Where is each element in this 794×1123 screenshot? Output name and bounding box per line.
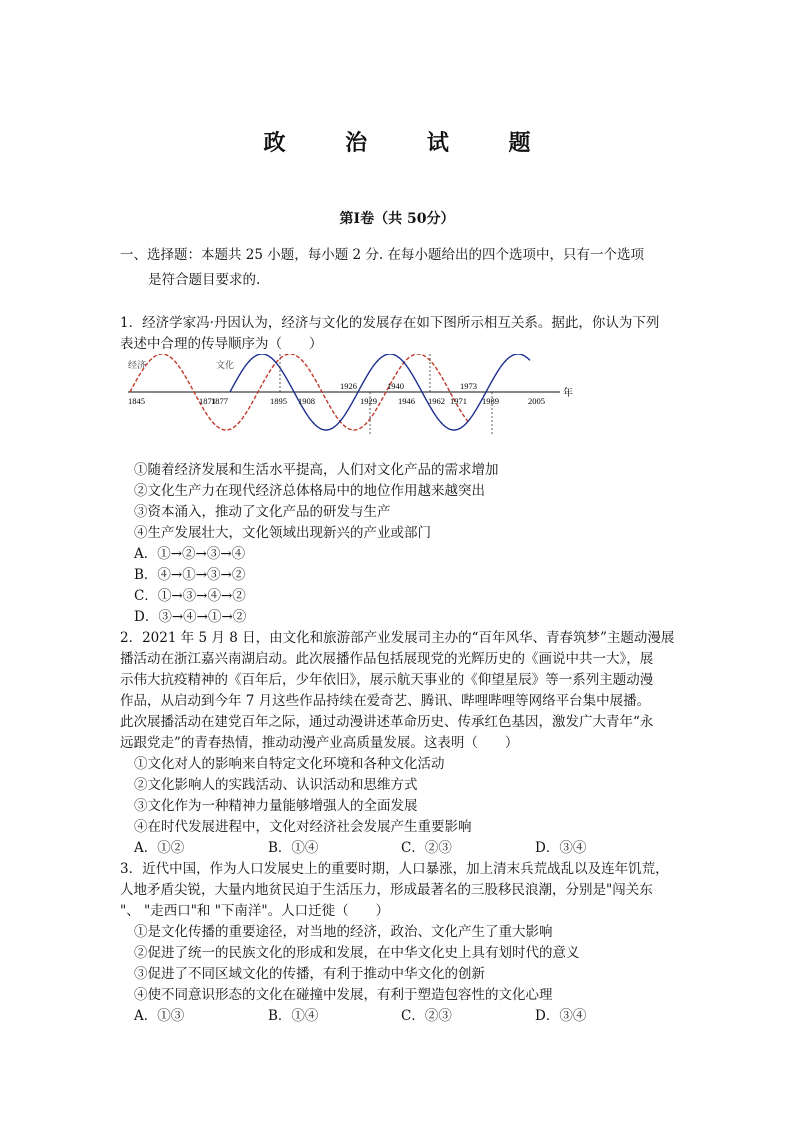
x-tick-label-above: 1926 <box>340 381 357 391</box>
q2-stem-2: 播活动在浙江嘉兴南湖启动。此次展播作品包括展现党的光辉历史的《画说中共一大》，展 <box>120 651 654 667</box>
x-tick-label-below: 1971 <box>450 396 467 406</box>
q2-stem-4: 作品，从启动到今年 7 月这些作品持续在爱奇艺、腾讯、哔哩哔哩等网络平台集中展播。 <box>120 693 651 709</box>
x-tick-label-below: 2005 <box>528 396 545 406</box>
q3-stem-3: "、 "走西口"和 "下南洋"。人口迁徙（ ） <box>120 903 390 919</box>
q2-option-b: B．①④ <box>268 840 319 856</box>
q3-option-b: B．①④ <box>268 1008 319 1024</box>
page-title: 政 治 试 题 <box>263 130 557 156</box>
x-axis-label: 年 <box>563 388 573 399</box>
x-tick-label-below: 1929 <box>360 396 377 406</box>
q2-statement-4: ④在时代发展进程中，文化对经济社会发展产生重要影响 <box>134 819 472 835</box>
q1-statement-1: ①随着经济发展和生活水平提高，人们对文化产品的需求增加 <box>134 462 499 478</box>
q1-stem-2: 表述中合理的传导顺序为（ ） <box>120 336 323 352</box>
x-tick-label-above: 1940 <box>387 381 404 391</box>
q1-statement-4: ④生产发展壮大，文化领域出现新兴的产业或部门 <box>134 525 431 541</box>
legend-culture-label: 文化 <box>216 360 235 370</box>
x-tick-label-below: 1946 <box>398 396 415 406</box>
q3-option-d: D．③④ <box>535 1008 587 1024</box>
x-tick-label-above: 1973 <box>460 381 477 391</box>
economy-culture-wave-chart <box>120 354 590 440</box>
q2-stem-1: 2．2021 年 5 月 8 日，由文化和旅游部产业发展司主办的“百年风华、青春筑梦”主题动漫展 <box>120 630 675 646</box>
q2-statement-3: ③文化作为一种精神力量能够增强人的全面发展 <box>134 798 418 814</box>
q2-stem-5: 此次展播活动在建党百年之际，通过动漫讲述革命历史、传承红色基因，激发广大青年“永 <box>120 714 654 730</box>
x-tick-label-below: 1962 <box>428 396 445 406</box>
x-tick-label-below: 1989 <box>482 396 499 406</box>
q2-option-d: D．③④ <box>535 840 587 856</box>
q1-option-d: D．③→④→①→② <box>134 609 247 625</box>
q3-statement-3: ③促进了不同区域文化的传播，有利于推动中华文化的创新 <box>134 966 485 982</box>
q3-statement-2: ②促进了统一的民族文化的形成和发展，在中华文化史上具有划时代的意义 <box>134 945 580 961</box>
q1-statement-3: ③资本涌入，推动了文化产品的研发与生产 <box>134 504 391 520</box>
instructions-line-1: 一、选择题：本题共 25 小题，每小题 2 分. 在每小题给出的四个选项中，只有一个选项 <box>120 247 645 263</box>
x-tick-label-below: 1895 <box>270 396 287 406</box>
section-heading: 第Ⅰ卷（共 50分） <box>339 211 455 227</box>
q3-option-c: C．②③ <box>401 1008 452 1024</box>
q2-statement-2: ②文化影响人的实践活动、认识活动和思维方式 <box>134 777 418 793</box>
q2-option-c: C．②③ <box>401 840 452 856</box>
q3-statement-1: ①是文化传播的重要途径，对当地的经济，政治、文化产生了重大影响 <box>134 924 553 940</box>
q1-option-c: C．①→③→④→② <box>134 588 246 604</box>
q3-option-a: A．①③ <box>134 1008 185 1024</box>
legend-economy-label: 经济 <box>128 360 147 370</box>
x-tick-label-below: 1908 <box>298 396 315 406</box>
x-tick-label-below: 1877 <box>211 396 228 406</box>
instructions-line-2: 是符合题目要求的. <box>148 272 261 288</box>
q2-stem-6: 远跟党走”的青春热情，推动动漫产业高质量发展。这表明（ ） <box>120 735 519 751</box>
q1-option-b: B．④→①→③→② <box>134 567 246 583</box>
q1-option-a: A．①→②→③→④ <box>134 546 246 562</box>
q1-stem-1: 1．经济学家冯·丹因认为，经济与文化的发展存在如下图所示相互关系。据此，你认为下列 <box>120 315 660 331</box>
x-tick-label-below: 1871 <box>199 396 216 406</box>
q3-stem-2: 人地矛盾尖锐，大量内地贫民迫于生活压力，形成最著名的三股移民浪潮，分别是"闯关东 <box>120 882 653 898</box>
q3-statement-4: ④使不同意识形态的文化在碰撞中发展，有利于塑造包容性的文化心理 <box>134 987 553 1003</box>
x-tick-label-below: 1845 <box>128 396 145 406</box>
q2-option-a: A．①② <box>134 840 185 856</box>
q2-statement-1: ①文化对人的影响来自特定文化环境和各种文化活动 <box>134 756 445 772</box>
q2-stem-3: 示伟大抗疫精神的《百年后，少年依旧》，展示航天事业的《仰望星辰》等一系列主题动漫 <box>120 672 654 688</box>
q1-statement-2: ②文化生产力在现代经济总体格局中的地位作用越来越突出 <box>134 483 485 499</box>
q3-stem-1: 3．近代中国，作为人口发展史上的重要时期，人口暴涨，加上清末兵荒战乱以及连年饥荒， <box>120 861 669 877</box>
